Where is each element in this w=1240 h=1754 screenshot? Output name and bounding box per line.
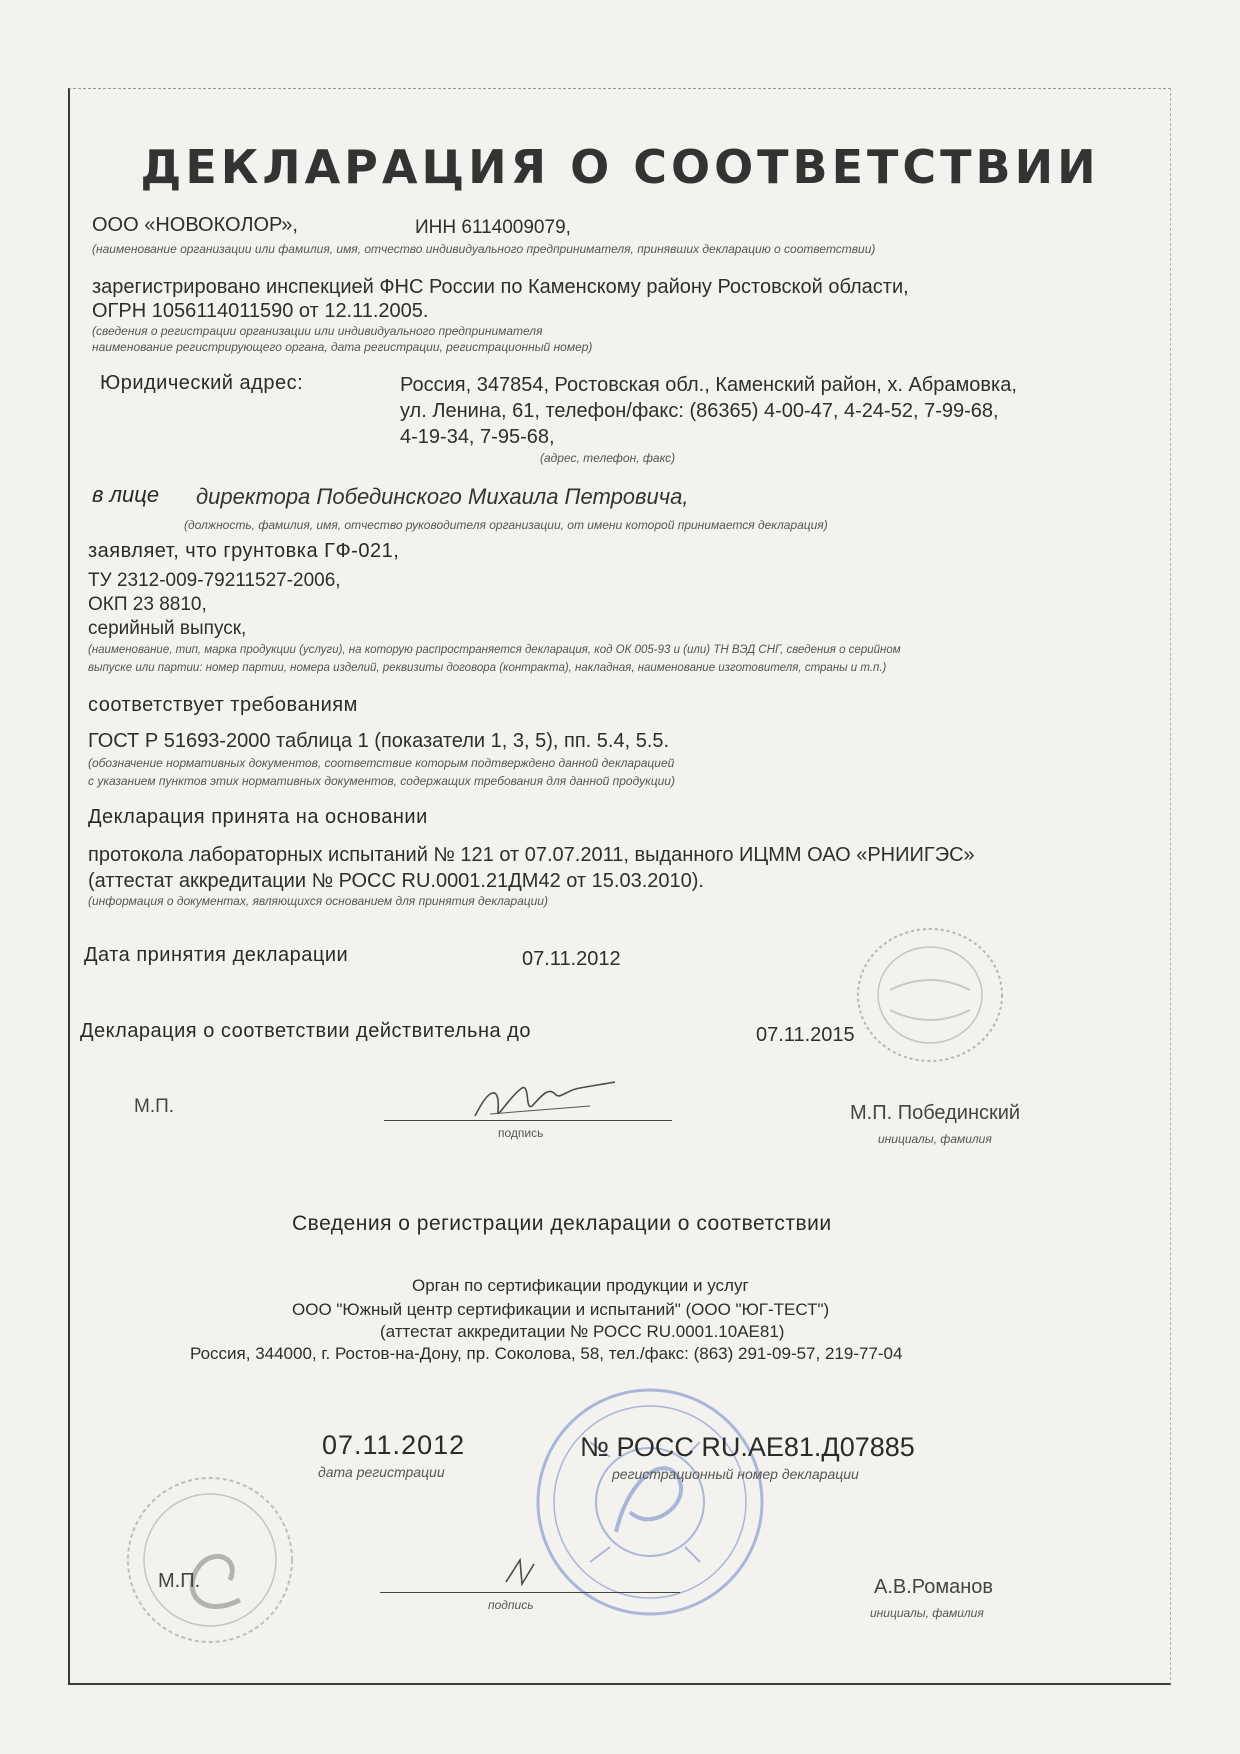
faint-round-stamp bbox=[850, 920, 1010, 1070]
address-label: Юридический адрес: bbox=[100, 372, 304, 394]
conformity-note-1: (обозначение нормативных документов, соответствие которым подтверждено данной декларацией bbox=[88, 756, 675, 770]
representative-name: директора Побединского Михаила Петровича, bbox=[196, 484, 689, 509]
signature-line-1 bbox=[384, 1120, 672, 1121]
product-note-1: (наименование, тип, марка продукции (услуги), на которую распространяется декларация, код ОК 005-93 и (или) ТН ВЭД СНГ, сведения о серийном bbox=[88, 644, 901, 656]
handwritten-signature-2 bbox=[500, 1550, 540, 1590]
product-line-2: ТУ 2312-009-79211527-2006, bbox=[88, 570, 341, 591]
cert-body-line-3: (аттестат аккредитации № РОСС RU.0001.10АЕ81) bbox=[380, 1322, 785, 1341]
representative-prefix: в лице bbox=[92, 482, 160, 507]
blue-round-stamp bbox=[530, 1382, 770, 1622]
signer-name-note-1: инициалы, фамилия bbox=[878, 1132, 992, 1146]
registration-note-1: (сведения о регистрации организации или индивидуального предпринимателя bbox=[92, 324, 543, 338]
seal-place-2: М.П. bbox=[158, 1570, 201, 1592]
registration-date: 07.11.2012 bbox=[322, 1430, 466, 1460]
accepted-date-label: Дата принятия декларации bbox=[84, 944, 349, 966]
basis-line-2: (аттестат аккредитации № РОСС RU.0001.21ДМ42 от 15.03.2010). bbox=[88, 870, 704, 892]
handwritten-signature-1 bbox=[470, 1076, 620, 1126]
registration-note-2: наименование регистрирующего органа, дата регистрации, регистрационный номер) bbox=[92, 340, 593, 354]
conformity-note-2: с указанием пунктов этих нормативных документов, содержащих требования для данной продукции) bbox=[88, 774, 675, 788]
basis-line-1: протокола лабораторных испытаний № 121 от 07.07.2011, выданного ИЦММ ОАО «РНИИГЭС» bbox=[88, 844, 975, 866]
basis-note: (информация о документах, являющихся основанием для принятия декларации) bbox=[88, 894, 548, 908]
signature-note-1: подпись bbox=[498, 1126, 544, 1140]
signer-name-1: М.П. Побединский bbox=[850, 1102, 1021, 1124]
applicant-inn: ИНН 6114009079, bbox=[415, 217, 571, 238]
signer-name-2: А.В.Романов bbox=[874, 1576, 994, 1598]
signer-name-note-2: инициалы, фамилия bbox=[870, 1606, 984, 1620]
grey-round-stamp bbox=[120, 1470, 300, 1650]
address-line-2: ул. Ленина, 61, телефон/факс: (86365) 4-00-47, 4-24-52, 7-99-68, bbox=[400, 400, 999, 422]
valid-until-value: 07.11.2015 bbox=[756, 1024, 855, 1046]
basis-header: Декларация принята на основании bbox=[88, 806, 428, 828]
product-line-3: ОКП 23 8810, bbox=[88, 594, 207, 615]
accepted-date-value: 07.11.2012 bbox=[522, 948, 621, 970]
applicant-org: ООО «НОВОКОЛОР», bbox=[92, 214, 298, 236]
conformity-standard: ГОСТ Р 51693-2000 таблица 1 (показатели 1, 3, 5), пп. 5.4, 5.5. bbox=[88, 730, 670, 752]
product-line-4: серийный выпуск, bbox=[88, 618, 247, 639]
valid-until-label: Декларация о соответствии действительна до bbox=[80, 1020, 531, 1042]
registration-number: № РОСС RU.АЕ81.Д07885 bbox=[580, 1432, 915, 1462]
signature-line-2 bbox=[380, 1592, 680, 1593]
registration-line-1: зарегистрировано инспекцией ФНС России по Каменскому району Ростовской области, bbox=[92, 276, 909, 298]
conformity-header: соответствует требованиям bbox=[88, 694, 358, 716]
registration-date-note: дата регистрации bbox=[318, 1464, 445, 1480]
cert-body-line-1: Орган по сертификации продукции и услуг bbox=[412, 1276, 749, 1295]
representative-note: (должность, фамилия, имя, отчество руководителя организации, от имени которой принимается декларация) bbox=[184, 518, 828, 532]
address-line-3: 4-19-34, 7-95-68, bbox=[400, 426, 555, 448]
product-line-1: заявляет, что грунтовка ГФ-021, bbox=[88, 540, 400, 562]
registration-line-2: ОГРН 1056114011590 от 12.11.2005. bbox=[92, 300, 429, 322]
seal-place-1: М.П. bbox=[134, 1096, 175, 1117]
cert-body-line-4: Россия, 344000, г. Ростов-на-Дону, пр. Соколова, 58, тел./факс: (863) 291-09-57, 219-77-04 bbox=[190, 1344, 903, 1363]
address-note: (адрес, телефон, факс) bbox=[540, 451, 676, 465]
cert-body-line-2: ООО "Южный центр сертификации и испытаний" (ООО "ЮГ-ТЕСТ") bbox=[292, 1300, 830, 1319]
registration-section-header: Сведения о регистрации декларации о соответствии bbox=[292, 1212, 832, 1235]
registration-number-note: регистрационный номер декларации bbox=[612, 1466, 859, 1482]
applicant-note: (наименование организации или фамилия, имя, отчество индивидуального предпринимателя, принявших декларацию о соответствии) bbox=[92, 242, 876, 256]
product-note-2: выпуске или партии: номер партии, номера изделий, реквизиты договора (контракта), накладная, наименование изготовителя, страны и т.п.) bbox=[88, 662, 887, 674]
address-line-1: Россия, 347854, Ростовская обл., Каменский район, х. Абрамовка, bbox=[400, 374, 1017, 396]
document-title: ДЕКЛАРАЦИЯ О СООТВЕТСТВИИ bbox=[140, 140, 1100, 194]
signature-note-2: подпись bbox=[488, 1598, 534, 1612]
